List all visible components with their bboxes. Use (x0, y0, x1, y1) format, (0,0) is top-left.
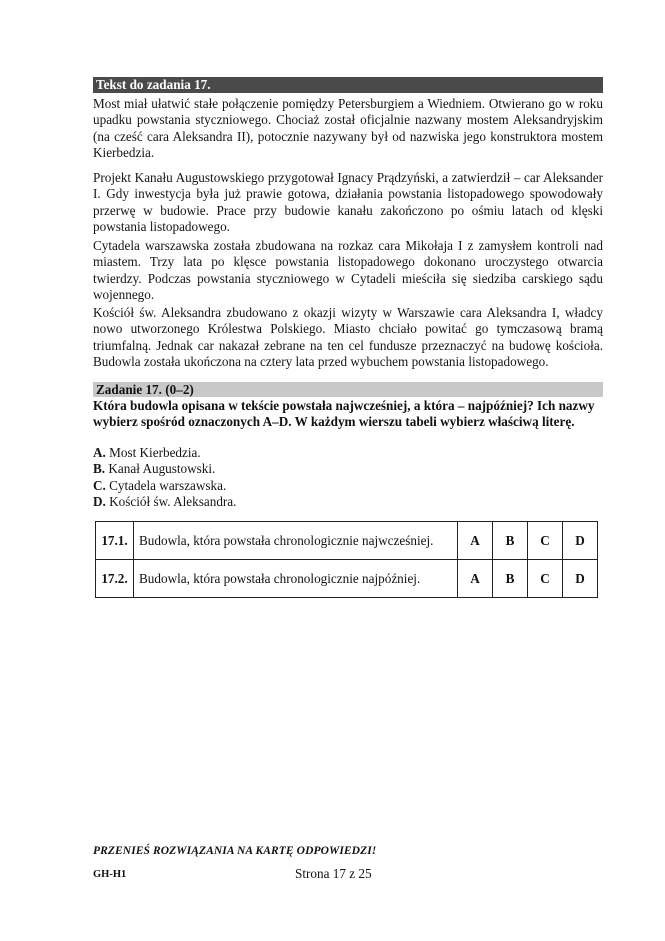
exam-code: GH-H1 (93, 869, 127, 880)
choice-c-17-1[interactable]: C (528, 522, 563, 560)
page-number: Strona 17 z 25 (295, 866, 372, 881)
task-question: Która budowla opisana w tekście powstała najwcześniej, a która – najpóźniej? Ich nazwy wybierz spośród oznaczonych A–D. W każdym wierszu tabeli wybierz właściwą literę. (93, 398, 595, 430)
choice-d-17-1[interactable]: D (563, 522, 598, 560)
choice-b-17-1[interactable]: B (493, 522, 528, 560)
paragraph-canal: Projekt Kanału Augustowskiego przygotował Ignacy Prądzyński, a zatwierdził – car Aleksander I. Gdy inwestycja była już prawie gotowa, działania powstania listopadowego spowodowały przerwę w budowie. Prace przy budowie kanału zakończono po ośmiu latach od klęski powstania listopadowego. (93, 170, 603, 235)
choice-b-17-2[interactable]: B (493, 560, 528, 598)
option-text: Most Kierbedzia. (105, 445, 201, 460)
answer-options-list (93, 445, 236, 511)
option-letter: C. (93, 477, 106, 493)
choice-a-17-1[interactable]: A (458, 522, 493, 560)
choice-a-17-2[interactable]: A (458, 560, 493, 598)
option-a (93, 445, 236, 461)
item-description: Budowla, która powstała chronologicznie najpóźniej. (134, 560, 458, 598)
item-number: 17.2. (96, 560, 134, 598)
option-c (93, 478, 236, 494)
option-letter: D. (93, 494, 106, 510)
task-header: Zadanie 17. (0–2) (93, 382, 603, 397)
item-description: Budowla, która powstała chronologicznie najwcześniej. (134, 522, 458, 560)
option-letter: B. (93, 461, 106, 477)
table-row-17-1 (96, 522, 598, 560)
table-row-17-2 (96, 560, 598, 598)
option-letter: A. (93, 445, 106, 460)
option-d (93, 494, 236, 510)
paragraph-church: Kościół św. Aleksandra zbudowano z okazji wizyty w Warszawie cara Aleksandra I, władcy nowo utworzonego Królestwa Polskiego. Miasto chciało powitać go tymczasową bramą triumfalną. Jednak car nakazał zebrane na ten cel fundusze przeznaczyć na budowę kościoła. Budowla została ukończona na cztery lata przed wybuchem powstania listopadowego. (93, 305, 603, 370)
option-b (93, 461, 236, 477)
option-text: Kościół św. Aleksandra. (105, 494, 237, 510)
paragraph-bridge: Most miał ułatwić stałe połączenie pomiędzy Petersburgiem a Wiedniem. Otwierano go w roku upadku powstania styczniowego. Chociaż został oficjalnie nazwany mostem Aleksandryjskim (na cześć cara Aleksandra II), potocznie nazywany był od nazwiska jego konstruktora mostem Kierbedzia. (93, 96, 603, 161)
answer-table (95, 521, 598, 598)
choice-d-17-2[interactable]: D (563, 560, 598, 598)
choice-c-17-2[interactable]: C (528, 560, 563, 598)
option-text: Kanał Augustowski. (105, 461, 216, 477)
paragraph-citadel: Cytadela warszawska została zbudowana na rozkaz cara Mikołaja I z zamysłem kontroli nad miastem. Trzy lata po klęsce powstania listopadowego dokonano uroczystego otwarcia twierdzy. Podczas powstania styczniowego w Cytadeli mieściła się siedziba carskiego sądu wojennego. (93, 238, 603, 303)
transfer-answers-note: PRZENIEŚ ROZWIĄZANIA NA KARTĘ ODPOWIEDZI! (93, 845, 377, 857)
option-text: Cytadela warszawska. (105, 477, 227, 493)
text-section-header: Tekst do zadania 17. (93, 77, 603, 93)
item-number: 17.1. (96, 522, 134, 560)
